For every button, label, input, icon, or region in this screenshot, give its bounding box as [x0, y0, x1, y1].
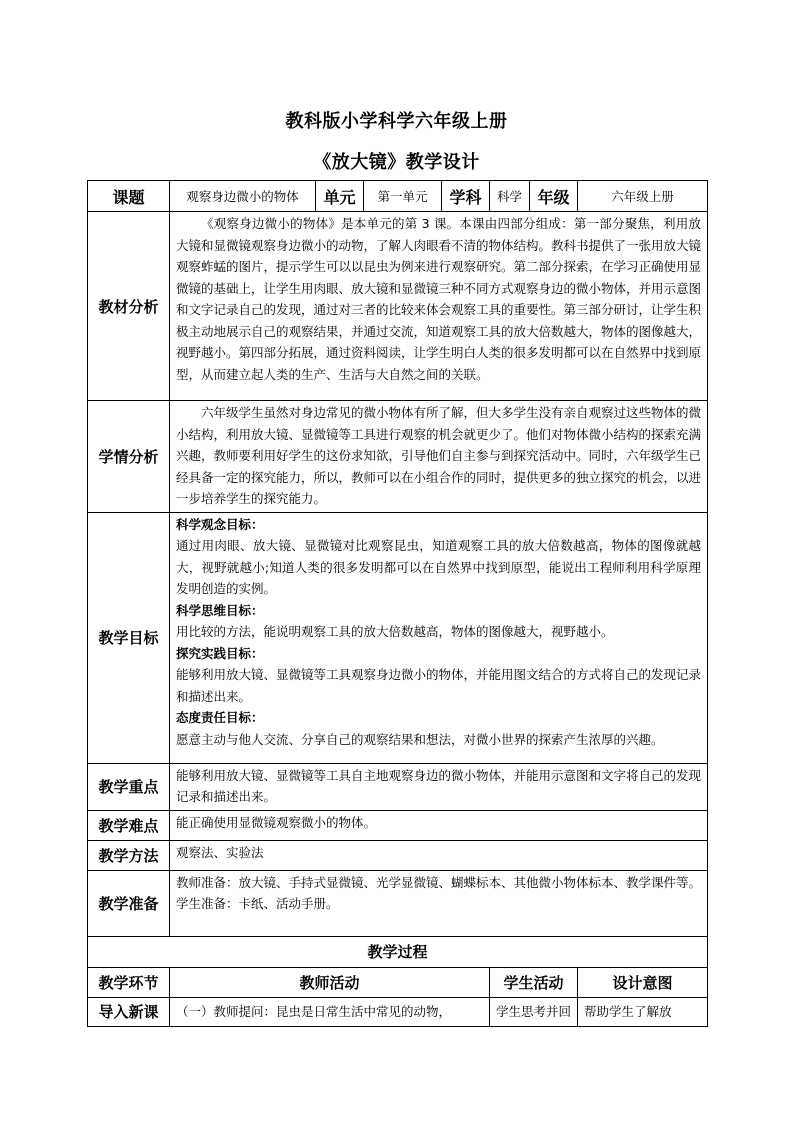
student-analysis-text: [170, 401, 708, 513]
process-col-student: 学生活动: [490, 967, 578, 997]
difficulties-row: [88, 810, 708, 840]
textbook-analysis-label: 教材分析: [88, 212, 170, 401]
document-subtitle: 《放大镜》教学设计: [313, 152, 480, 173]
process-title-row: [88, 936, 708, 967]
textbook-analysis-text: [170, 212, 708, 401]
difficulties-label: 教学难点: [88, 810, 170, 840]
textbook-analysis-row: [88, 212, 708, 401]
process-row: [88, 997, 708, 1026]
methods-row: [88, 840, 708, 870]
topic-value: 观察身边微小的物体: [170, 181, 316, 212]
process-col-teacher: 教师活动: [170, 967, 490, 997]
methods-paragraph: 观察法、实验法: [176, 844, 264, 860]
objectives-label: 教学目标: [88, 512, 170, 763]
student-analysis-paragraph: 六年级学生虽然对身边常见的微小物体有所了解，但大多学生没有亲自观察过这些物体的微小结构，利用放大镜、显微镜等工具进行观察的机会就更少了。他们对物体微小结构的探索充满兴趣，教师要利用好学生的这份求知欲，引导他们自主参与到探究活动中。同时，六年级学生已经具备一定的探究能力，所以，教师可以在小组合作的同时，提供更多的独立探究的机会，以进一步培养学生的探究能力。: [176, 405, 702, 506]
objectives-row: [88, 512, 708, 763]
process-stage: 导入新课: [88, 997, 170, 1026]
grade-value: 六年级上册: [578, 181, 708, 212]
objective-heading: 科学思维目标：: [176, 602, 264, 618]
grade-label: 年级: [530, 181, 578, 212]
process-col-intent: 设计意图: [578, 967, 708, 997]
preparation-row: [88, 870, 708, 936]
header-row: [88, 181, 708, 212]
student-analysis-row: [88, 401, 708, 513]
process-title: 教学过程: [88, 936, 708, 967]
objective-text: 愿意主动与他人交流、分享自己的观察结果和想法，对微小世界的探索产生浓厚的兴趣。: [176, 731, 664, 747]
objective-heading: 态度责任目标：: [176, 710, 264, 725]
subject-label: 学科: [442, 181, 490, 212]
teacher-preparation: 教师准备：放大镜、手持式显微镜、光学显微镜、蝴蝶标本、其他微小物体标本、教学课件等。: [176, 874, 702, 890]
process-col-stage: 教学环节: [88, 967, 170, 997]
methods-text: [170, 840, 708, 870]
methods-label: 教学方法: [88, 840, 170, 870]
objectives-text: [170, 512, 708, 763]
difficulties-text: [170, 810, 708, 840]
student-preparation: 学生准备：卡纸、活动手册。: [176, 896, 339, 911]
key-points-row: [88, 763, 708, 810]
key-points-paragraph: 能够利用放大镜、显微镜等工具自主地观察身边的微小物体，并能用示意图和文字将自己的发现记录和描述出来。: [176, 767, 702, 804]
objective-text: 用比较的方法，能说明观察工具的放大倍数越高，物体的图像越大，视野越小。: [176, 624, 614, 639]
objective-text: 能够利用放大镜、显微镜等工具观察身边微小的物体，并能用图文结合的方式将自己的发现记录和描述出来。: [176, 667, 702, 704]
textbook-analysis-paragraph: 《观察身边微小的物体》是本单元的第 3 课。本课由四部分组成：第一部分聚焦，利用放大镜和显微镜观察身边微小的动物，了解人肉眼看不清的物体结构。教科书提供了一张用放大镜观察蚱蜢的图片，提示学生可以以昆虫为例来进行观察研究。第二部分探索，在学习正确使用显微镜的基础上，让学生用肉眼、放大镜和显微镜三种不同方式观察身边的微小物体，并用示意图和文字记录自己的发现，通过对三者的比较来体会观察工具的重要性。第三部分研讨，让学生积极主动地展示自己的观察结果，并通过交流，知道观察工具的放大倍数越大，物体的图像越大，视野越小。第四部分拓展，通过资料阅读，让学生明白人类的很多发明都可以在自然界中找到原型，从而建立起人类的生产、生活与大自然之间的关联。: [176, 216, 702, 382]
document-title: 教科版小学科学六年级上册: [285, 111, 508, 132]
preparation-label: 教学准备: [88, 870, 170, 936]
key-points-text: [170, 763, 708, 810]
unit-value: 第一单元: [364, 181, 442, 212]
process-student-activity: 学生思考并回: [490, 997, 578, 1026]
unit-label: 单元: [316, 181, 364, 212]
student-analysis-label: 学情分析: [88, 401, 170, 513]
topic-label: 课题: [88, 181, 170, 212]
objective-heading: 科学观念目标：: [176, 516, 264, 532]
key-points-label: 教学重点: [88, 763, 170, 810]
process-teacher-activity: （一）教师提问：昆虫是日常生活中常见的动物，: [170, 997, 490, 1026]
objective-heading: 探究实践目标：: [176, 645, 264, 661]
subject-value: 科学: [490, 181, 530, 212]
process-design-intent: 帮助学生了解放: [578, 997, 708, 1026]
lesson-plan-table: [87, 180, 708, 1027]
objective-text: 通过用肉眼、放大镜、显微镜对比观察昆虫，知道观察工具的放大倍数越高，物体的图像就越大，视野就越小;知道人类的很多发明都可以在自然界中找到原型，能说出工程师利用科学原理发明创造的实例。: [176, 538, 701, 596]
difficulties-paragraph: 能正确使用显微镜观察微小的物体。: [176, 814, 377, 830]
preparation-text: [170, 870, 708, 936]
process-header-row: [88, 967, 708, 997]
